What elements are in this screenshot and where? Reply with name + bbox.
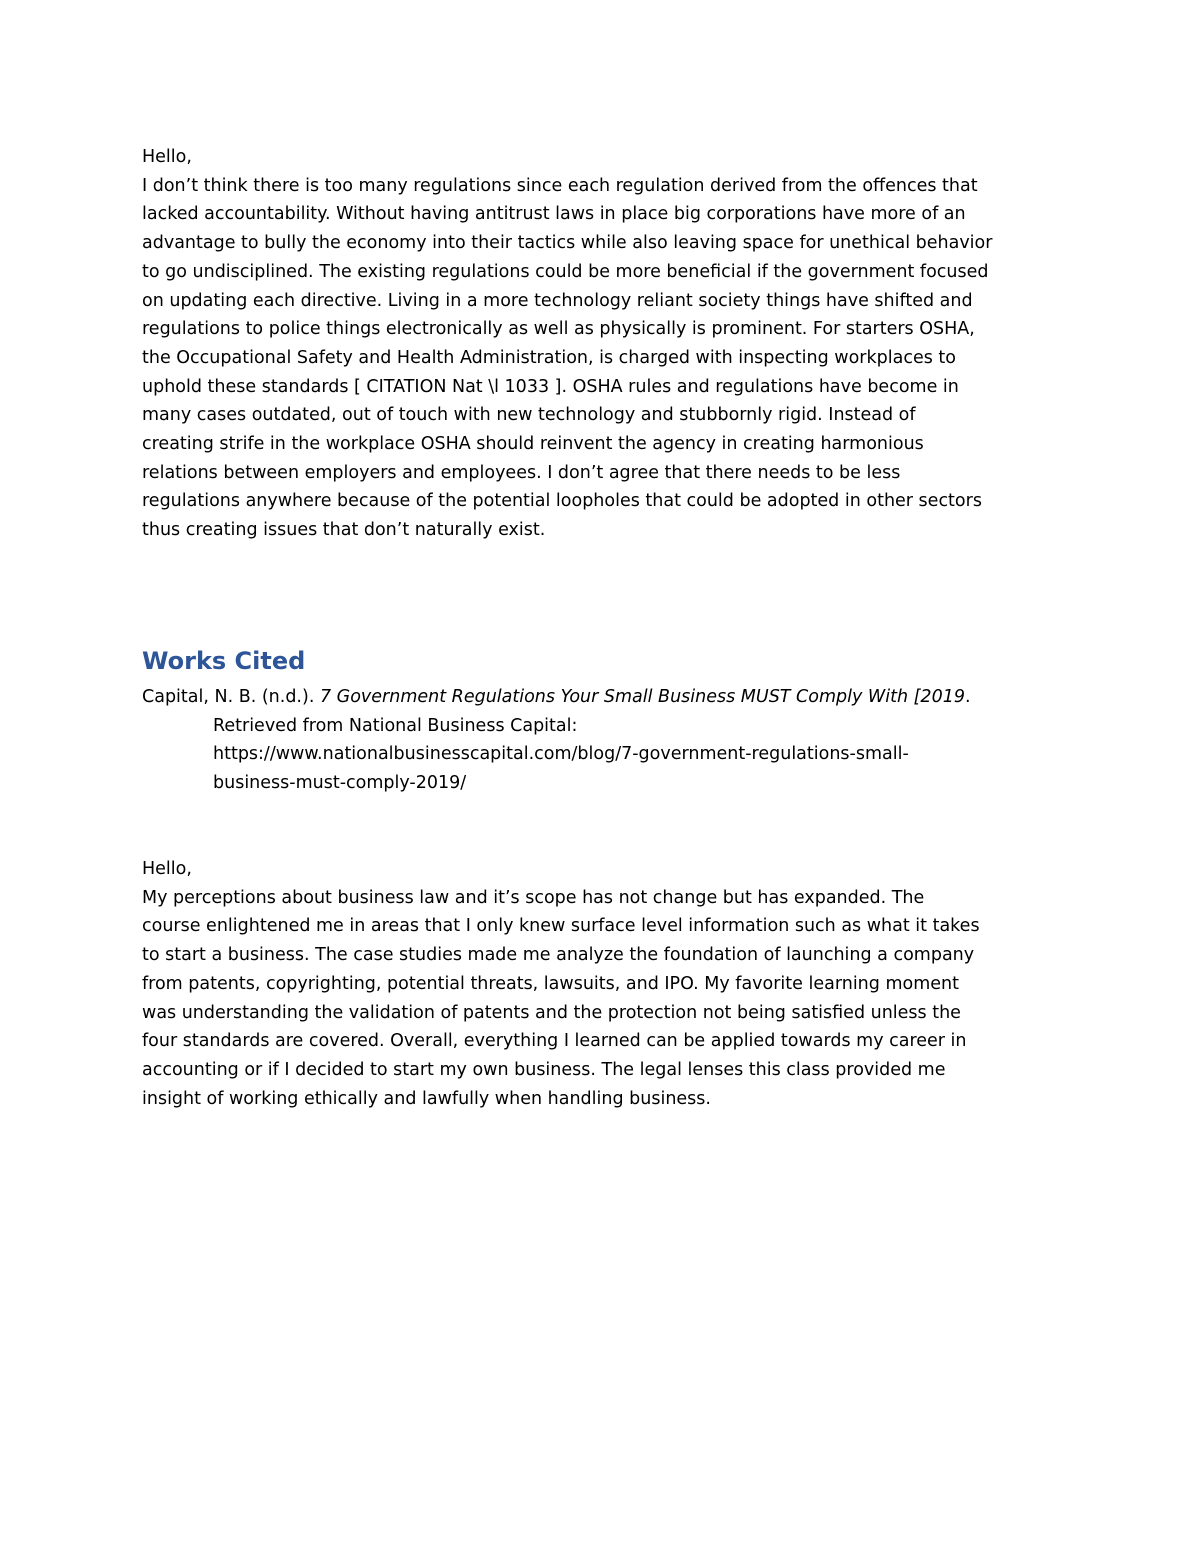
post-2-line: to start a business. The case studies made me analyze the foundation of launching a company — [142, 945, 975, 966]
post-1-line: thus creating issues that don’t naturally exist. — [142, 520, 546, 541]
post-2-line: four standards are covered. Overall, everything I learned can be applied towards my career in — [142, 1031, 967, 1052]
post-1-line: I don’t think there is too many regulations since each regulation derived from the offences that — [142, 175, 978, 196]
post-1-line: relations between employers and employees. I don’t agree that there needs to be less — [142, 462, 901, 483]
post-1-greeting: Hello, — [142, 147, 192, 167]
post-1-text — [142, 143, 1062, 545]
post-2-line: accounting or if I decided to start my own business. The legal lenses this class provided me — [142, 1059, 946, 1080]
post-1-line: uphold these standards [ CITATION Nat \l 1033 ]. OSHA rules and regulations have become in — [142, 376, 959, 397]
citation-title-end: . — [964, 687, 971, 707]
post-2-line: My perceptions about business law and it’s scope has not change but has expanded. The — [142, 887, 925, 908]
citation-entry — [142, 683, 1062, 798]
works-cited-section — [142, 644, 1062, 678]
post-2-greeting: Hello, — [142, 859, 192, 879]
post-2-text — [142, 855, 1062, 1113]
discussion-post-1 — [142, 143, 1062, 545]
citation-title: 7 Government Regulations Your Small Business MUST Comply With [2019 — [319, 687, 965, 707]
works-cited-heading: Works Cited — [142, 647, 306, 675]
post-2-line: course enlightened me in areas that I only knew surface level information such as what it takes — [142, 916, 980, 937]
post-2-line: was understanding the validation of patents and the protection not being satisfied unless the — [142, 1002, 961, 1023]
citation-retrieved: Retrieved from National Business Capital: — [213, 715, 578, 736]
post-1-line: on updating each directive. Living in a more technology reliant society things have shifted and — [142, 290, 973, 311]
citation-url-line-2[interactable]: business-must-comply-2019/ — [213, 773, 467, 794]
post-1-line: to go undisciplined. The existing regulations could be more beneficial if the government focused — [142, 261, 989, 282]
post-1-line: regulations to police things electronically as well as physically is prominent. For starters OSHA, — [142, 319, 975, 340]
post-1-line: the Occupational Safety and Health Administration, is charged with inspecting workplaces to — [142, 347, 956, 368]
post-2-line: insight of working ethically and lawfully when handling business. — [142, 1088, 711, 1109]
post-1-line: advantage to bully the economy into their tactics while also leaving space for unethical behavior — [142, 233, 993, 254]
citation-author: Capital, N. B. (n.d.). — [142, 687, 320, 707]
post-1-line: regulations anywhere because of the potential loopholes that could be adopted in other sectors — [142, 491, 982, 512]
discussion-post-2 — [142, 855, 1062, 1113]
post-1-line: creating strife in the workplace OSHA should reinvent the agency in creating harmonious — [142, 434, 924, 455]
post-1-line: many cases outdated, out of touch with new technology and stubbornly rigid. Instead of — [142, 405, 916, 426]
citation-text — [142, 683, 1062, 798]
citation-url-line-1[interactable]: https://www.nationalbusinesscapital.com/blog/7-government-regulations-small- — [213, 744, 909, 765]
citation-first-line — [142, 683, 1062, 712]
post-2-line: from patents, copyrighting, potential threats, lawsuits, and IPO. My favorite learning moment — [142, 973, 959, 994]
post-1-line: lacked accountability. Without having antitrust laws in place big corporations have more of an — [142, 204, 966, 225]
